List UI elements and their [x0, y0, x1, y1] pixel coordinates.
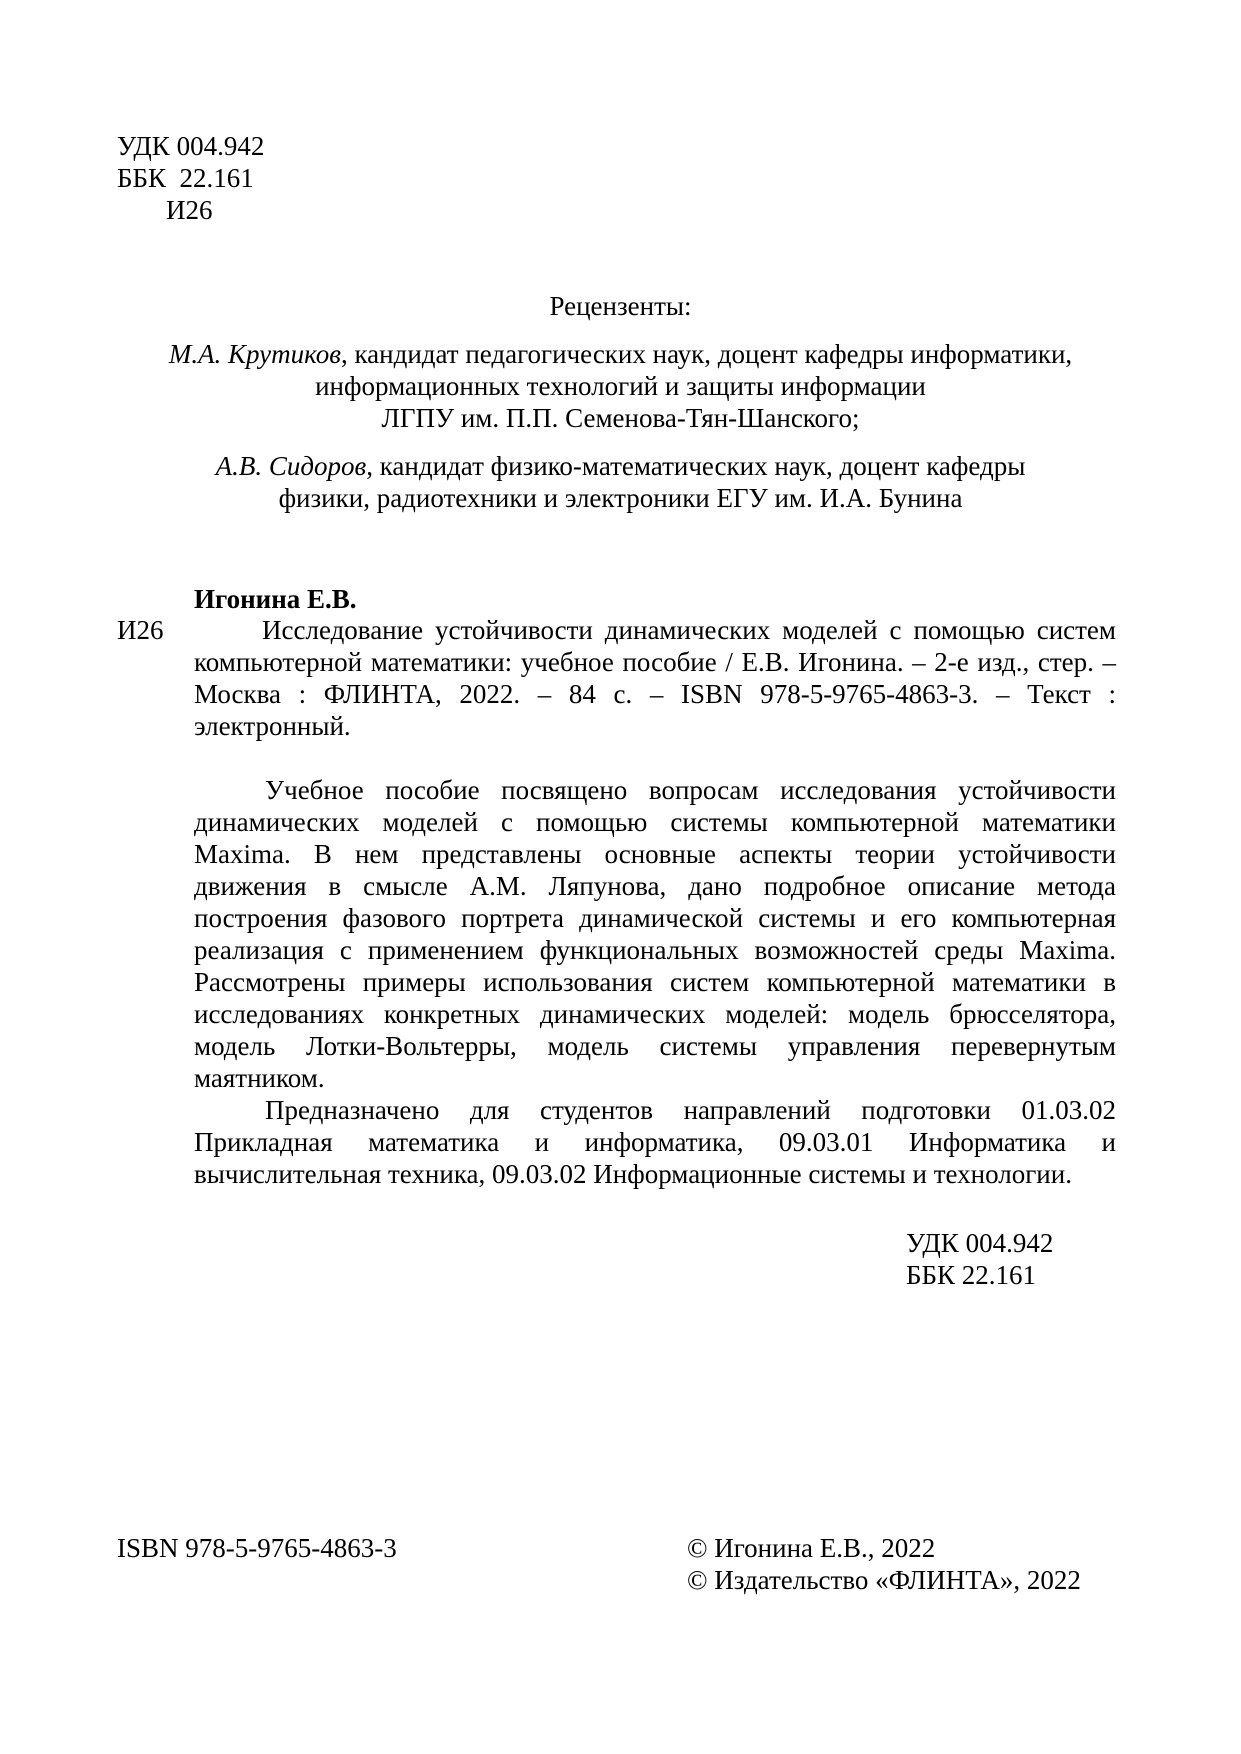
reviewer-1-line-2: информационных технологий и защиты информации: [315, 371, 926, 401]
bibliographic-text: Исследование устойчивости динамических моделей с помощью систем компьютерной математики: учебное пособие / Е.В. Игонина. – 2-е изд., стер. – Москва : ФЛИНТА, 2022. – 84 с. – ISBN 978-5-9765-4863-3. – Текст : электронный.: [194, 615, 1116, 741]
isbn: ISBN 978-5-9765-4863-3: [117, 1533, 397, 1563]
annotation-paragraph-2: Предназначено для студентов направлений подготовки 01.03.02 Прикладная математика и информатика, 09.03.01 Информатика и вычислительная техника, 09.03.02 Информационные системы и технологии.: [194, 1095, 1116, 1189]
reviewer-1-credentials: , кандидат педагогических наук, доцент кафедры информатики,: [340, 339, 1073, 369]
bbk-code-bottom: ББК 22.161: [906, 1260, 1037, 1290]
copyright-block: [687, 1532, 1081, 1596]
reviewer-1-line-3: ЛГПУ им. П.П. Семенова-Тян-Шанского;: [381, 403, 860, 433]
reviewer-2-line-2: физики, радиотехники и электроники ЕГУ им. И.А. Бунина: [278, 483, 963, 513]
author-mark: И26: [166, 195, 213, 225]
bibliography-index: И26: [117, 615, 164, 645]
bibliography-author: Игонина Е.В.: [194, 584, 357, 614]
classification-bottom: [906, 1227, 1053, 1291]
reviewer-2-credentials: , кандидат физико-математических наук, доцент кафедры: [366, 451, 1026, 481]
annotation-paragraph-1: Учебное пособие посвящено вопросам исследования устойчивости динамических моделей с помощью системы компьютерной математики Maxima. В нем представлены основные аспекты теории устойчивости движения в смысле А.М. Ляпунова, дано подробное описание метода построения фазового портрета динамической системы и его компьютерная реализация с применением функциональных возможностей среды Maxima. Рассмотрены примеры использования систем компьютерной математики в исследованиях конкретных динамических моделей: модель брюсселятора, модель Лотки-Вольтерры, модель системы управления перевернутым маятником.: [194, 775, 1116, 1093]
copyright-author: © Игонина Е.В., 2022: [687, 1533, 936, 1563]
copyright-publisher: © Издательство «ФЛИНТА», 2022: [687, 1565, 1081, 1595]
reviewer-2-name: А.В. Сидоров: [215, 451, 367, 481]
bbk-code: ББК 22.161: [117, 163, 254, 193]
udk-code-bottom: УДК 004.942: [906, 1228, 1054, 1258]
bibliographic-description: [194, 614, 1116, 742]
udk-code: УДК 004.942: [117, 131, 265, 161]
annotation: [194, 774, 1116, 1190]
reviewer-2-line-1: [60, 450, 1181, 482]
classification-top: [117, 130, 264, 226]
reviewer-1: [60, 338, 1181, 434]
reviewer-1-line-1: [60, 338, 1181, 370]
reviewer-2: [60, 450, 1181, 514]
reviewers-title: Рецензенты:: [549, 291, 692, 321]
reviewer-1-name: М.А. Крутиков: [168, 339, 341, 369]
